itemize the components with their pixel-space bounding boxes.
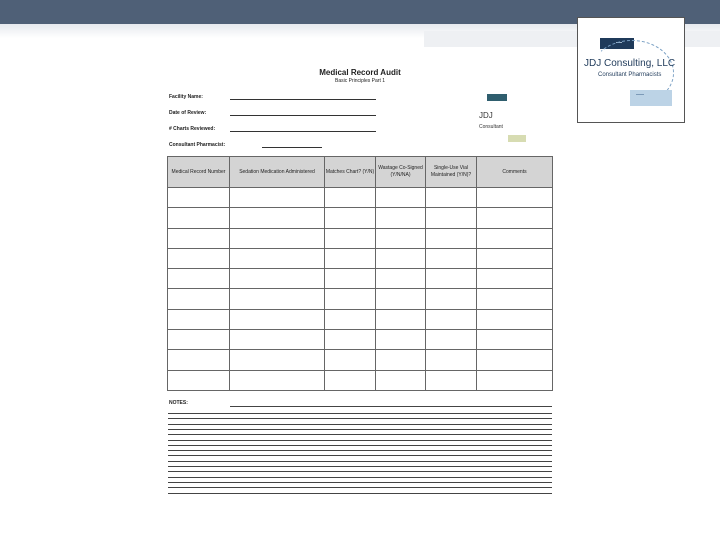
mini-logo-name: JDJ	[479, 111, 493, 120]
notes-line[interactable]	[168, 471, 552, 472]
table-row	[168, 188, 553, 208]
table-cell[interactable]	[325, 330, 376, 350]
table-row	[168, 370, 553, 390]
table-cell[interactable]	[230, 228, 325, 248]
table-cell[interactable]	[325, 248, 376, 268]
notes-line[interactable]	[168, 418, 552, 419]
table-cell[interactable]	[477, 350, 553, 370]
table-cell[interactable]	[477, 289, 553, 309]
notes-line[interactable]	[230, 406, 552, 407]
table-cell[interactable]	[168, 248, 230, 268]
table-cell[interactable]	[230, 269, 325, 289]
table-cell[interactable]	[376, 248, 426, 268]
logo-tagline: Consultant Pharmacists	[598, 72, 662, 78]
table-row	[168, 228, 553, 248]
table-cell[interactable]	[168, 370, 230, 390]
notes-line[interactable]	[168, 487, 552, 488]
table-cell[interactable]	[325, 188, 376, 208]
table-row	[168, 248, 553, 268]
table-body	[168, 188, 553, 391]
notes-line[interactable]	[168, 477, 552, 478]
table-row	[168, 330, 553, 350]
table-cell[interactable]	[325, 309, 376, 329]
table-cell[interactable]	[426, 228, 477, 248]
notes-line[interactable]	[168, 493, 552, 494]
table-cell[interactable]	[426, 330, 477, 350]
table-cell[interactable]	[325, 228, 376, 248]
notes-line[interactable]	[168, 450, 552, 451]
table-cell[interactable]	[426, 350, 477, 370]
table-row	[168, 269, 553, 289]
table-header-row	[168, 157, 553, 188]
table-cell[interactable]	[325, 350, 376, 370]
field-label-pharmacist: Consultant Pharmacist:	[169, 142, 226, 148]
table-cell[interactable]	[325, 289, 376, 309]
notes-line[interactable]	[168, 424, 552, 425]
table-cell[interactable]	[376, 309, 426, 329]
table-cell[interactable]	[230, 208, 325, 228]
mini-logo-mark	[487, 94, 507, 101]
mini-logo-swatch	[508, 135, 526, 142]
field-line-date[interactable]	[230, 115, 376, 116]
notes-line[interactable]	[168, 461, 552, 462]
table-cell[interactable]	[230, 370, 325, 390]
table-cell[interactable]	[376, 269, 426, 289]
table-cell[interactable]	[477, 309, 553, 329]
notes-line[interactable]	[168, 413, 552, 414]
company-logo	[577, 17, 685, 123]
table-cell[interactable]	[477, 188, 553, 208]
table-cell[interactable]	[426, 269, 477, 289]
table-cell[interactable]	[168, 350, 230, 370]
table-cell[interactable]	[376, 188, 426, 208]
table-cell[interactable]	[230, 248, 325, 268]
table-cell[interactable]	[168, 188, 230, 208]
table-cell[interactable]	[168, 269, 230, 289]
audit-table	[167, 156, 553, 391]
table-cell[interactable]	[325, 269, 376, 289]
table-cell[interactable]	[230, 188, 325, 208]
notes-line[interactable]	[168, 482, 552, 483]
col-header: Wastage Co-Signed (Y/N/NA)	[376, 157, 426, 188]
table-cell[interactable]	[376, 350, 426, 370]
table-cell[interactable]	[325, 208, 376, 228]
field-label-charts: # Charts Reviewed:	[169, 126, 216, 132]
table-cell[interactable]	[477, 248, 553, 268]
table-cell[interactable]	[325, 370, 376, 390]
logo-name: JDJ Consulting, LLC	[584, 58, 676, 69]
col-header: Medical Record Number	[168, 157, 230, 188]
col-header: Sedation Medication Administered	[230, 157, 325, 188]
table-cell[interactable]	[426, 370, 477, 390]
notes-line[interactable]	[168, 429, 552, 430]
table-cell[interactable]	[477, 269, 553, 289]
col-header: Single-Use Vial Maintained (Y/N)?	[426, 157, 477, 188]
form-title: Medical Record Audit	[319, 68, 401, 77]
form-subtitle: Basic Principles Part 1	[334, 78, 386, 84]
table-row	[168, 309, 553, 329]
mini-logo-tagline: Consultant	[479, 124, 503, 130]
table-cell[interactable]	[426, 188, 477, 208]
table-cell[interactable]	[376, 228, 426, 248]
table-cell[interactable]	[230, 289, 325, 309]
field-line-pharmacist[interactable]	[262, 147, 322, 148]
logo-light-accent	[636, 94, 644, 95]
table-cell[interactable]	[230, 330, 325, 350]
table-cell[interactable]	[376, 370, 426, 390]
table-row	[168, 350, 553, 370]
field-label-date: Date of Review:	[169, 110, 207, 116]
table-cell[interactable]	[168, 330, 230, 350]
col-header: Comments	[477, 157, 553, 188]
table-cell[interactable]	[477, 208, 553, 228]
field-line-facility[interactable]	[230, 99, 376, 100]
table-cell[interactable]	[477, 370, 553, 390]
table-row	[168, 208, 553, 228]
table-cell[interactable]	[477, 330, 553, 350]
field-label-facility: Facility Name:	[169, 94, 203, 100]
table-cell[interactable]	[376, 330, 426, 350]
table-cell[interactable]	[230, 350, 325, 370]
table-cell[interactable]	[230, 309, 325, 329]
table-cell[interactable]	[426, 248, 477, 268]
table-cell[interactable]	[376, 289, 426, 309]
table-cell[interactable]	[168, 309, 230, 329]
notes-line[interactable]	[168, 440, 552, 441]
notes-line[interactable]	[168, 445, 552, 446]
notes-label: NOTES:	[169, 400, 188, 406]
col-header: Matches Chart? (Y/N)	[325, 157, 376, 188]
table-cell[interactable]	[376, 208, 426, 228]
field-line-charts[interactable]	[230, 131, 376, 132]
table-row	[168, 289, 553, 309]
table-cell[interactable]	[168, 208, 230, 228]
logo-light-block	[630, 90, 672, 106]
notes-line[interactable]	[168, 455, 552, 456]
notes-line[interactable]	[168, 434, 552, 435]
table-cell[interactable]	[168, 289, 230, 309]
table-cell[interactable]	[426, 208, 477, 228]
table-cell[interactable]	[477, 228, 553, 248]
table-cell[interactable]	[168, 228, 230, 248]
table-cell[interactable]	[426, 309, 477, 329]
table-cell[interactable]	[426, 289, 477, 309]
notes-line[interactable]	[168, 466, 552, 467]
